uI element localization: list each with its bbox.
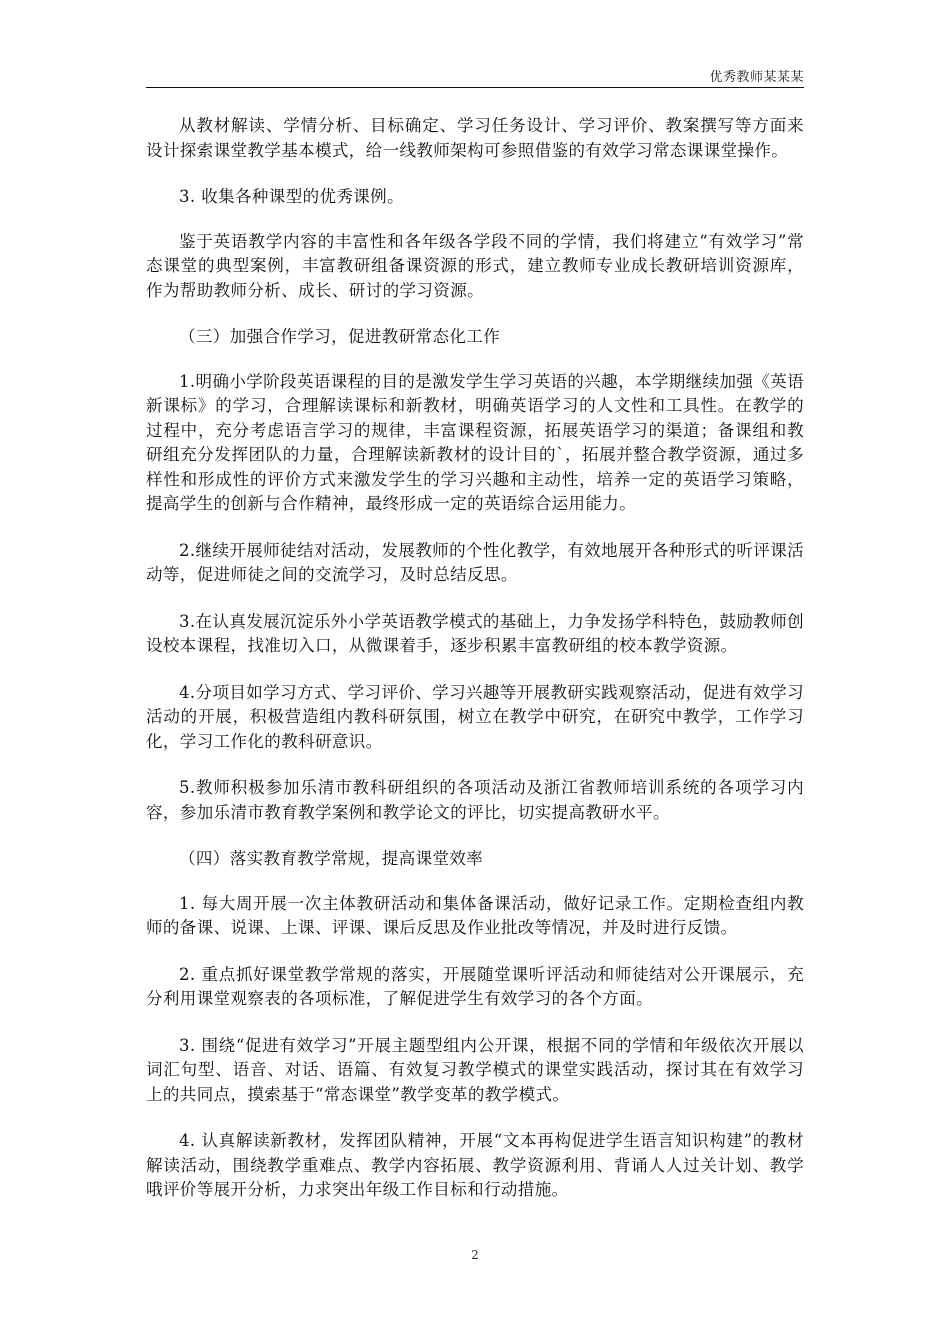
page-number: 2 [471, 1248, 479, 1262]
paragraph-case-library: 鉴于英语教学内容的丰富性和各年级各学段不同的学情，我们将建立“有效学习”常态课堂的典型案例，丰富教研组备课资源的形式，建立教师专业成长教研培训资源库，作为帮助教师分析、成长、研讨的学习资源。 [146, 231, 804, 300]
page-header-title: 优秀教师某某某 [709, 70, 804, 85]
section-heading-4: （四）落实教育教学常规，提高课堂效率 [179, 849, 484, 868]
item-4-2: 2. 重点抓好课堂教学常规的落实，开展随堂课听评活动和师徒结对公开课展示，充分利用课堂观察表的各项标准，了解促进学生有效学习的各个方面。 [146, 964, 804, 1008]
item-4-4: 4. 认真解读新教材，发挥团队精神，开展“文本再构促进学生语言知识构建”的教材解读活动，围绕教学重难点、教学内容拓展、教学资源利用、背诵人人过关计划、教学哦评价等展开分析，力求突出年级工作目标和行动措施。 [146, 1131, 804, 1199]
item-3-3: 3.在认真发展沉淀乐外小学英语教学模式的基础上，力争发扬学科特色，鼓励教师创设校本课程，找准切入口，从微课着手，逐步积累丰富教研组的校本教学资源。 [146, 611, 804, 655]
item-3-5: 5.教师积极参加乐清市教科研组织的各项活动及浙江省教师培训系统的各项学习内容，参加乐清市教育教学案例和教学论文的评比，切实提高教研水平。 [146, 778, 804, 822]
item-3-1: 1.明确小学阶段英语课程的目的是激发学生学习英语的兴趣，本学期继续加强《英语新课标》的学习，合理解读课标和新教材，明确英语学习的人文性和工具性。在教学的过程中，充分考虑语言学习的规律，丰富课程资源，拓展英语学习的渠道；备课组和教研组充分发挥团队的力量，合理解读新教材的设计目的`，拓展并整合教学资源，通过多样性和形成性的评价方式来激发学生的学习兴趣和主动性，培养一定的英语学习策略，提高学生的创新与合作精神，最终形成一定的英语综合运用能力。 [146, 371, 804, 513]
header-divider [146, 87, 804, 88]
section-heading-3: （三）加强合作学习，促进教研常态化工作 [179, 327, 501, 346]
item-collect-cases: 3. 收集各种课型的优秀课例。 [179, 187, 404, 206]
item-4-1: 1. 每大周开展一次主体教研活动和集体备课活动，做好记录工作。定期检查组内教师的备课、说课、上课、评课、课后反思及作业批改等情况，并及时进行反馈。 [146, 893, 804, 937]
item-3-2: 2.继续开展师徒结对活动，发展教师的个性化教学，有效地展开各种形式的听评课活动等，促进师徒之间的交流学习，及时总结反思。 [146, 540, 804, 584]
item-3-4: 4.分项目如学习方式、学习评价、学习兴趣等开展教研实践观察活动，促进有效学习活动的开展，积极营造组内教科研氛围，树立在教学中研究，在研究中教学，工作学习化，学习工作化的教科研意识。 [146, 682, 804, 751]
document-body [146, 114, 804, 1225]
paragraph-intro: 从教材解读、学情分析、目标确定、学习任务设计、学习评价、教案撰写等方面来设计探索课堂教学基本模式，给一线教师架构可参照借鉴的有效学习常态课课堂操作。 [146, 116, 804, 160]
item-4-3: 3. 围绕“促进有效学习”开展主题型组内公开课，根据不同的学情和年级依次开展以词汇句型、语音、对话、语篇、有效复习教学模式的课堂实践活动，探讨其在有效学习上的共同点，摸索基于“常态课堂”教学变革的教学模式。 [146, 1035, 804, 1104]
